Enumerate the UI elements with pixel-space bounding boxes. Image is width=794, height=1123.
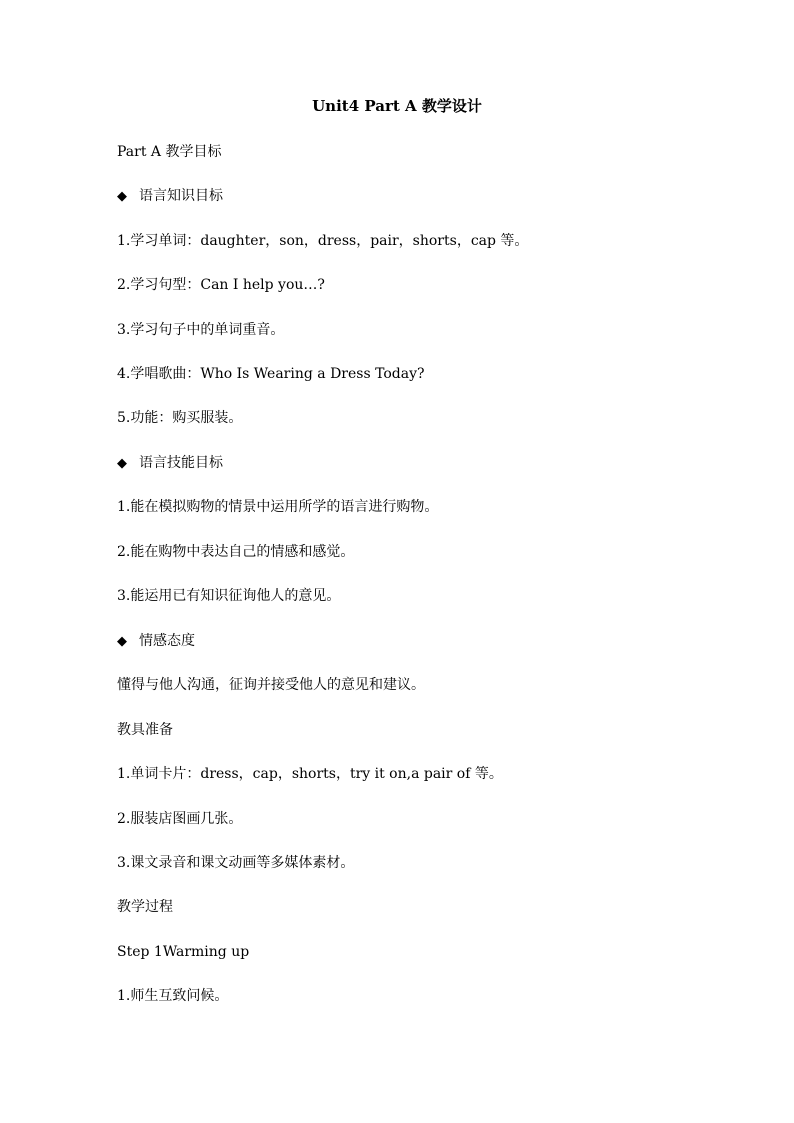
paragraph: 1.能在模拟购物的情景中运用所学的语言进行购物。	[117, 499, 439, 515]
bullet-heading-label: 语言知识目标	[139, 188, 223, 204]
paragraph: 1.单词卡片：dress，cap，shorts，try it on,a pair of 等。	[117, 766, 503, 782]
bullet-heading-skills	[117, 453, 223, 474]
paragraph: 3.学习句子中的单词重音。	[117, 322, 285, 338]
diamond-bullet-icon: ◆	[117, 456, 127, 471]
bullet-heading-knowledge	[117, 186, 223, 207]
diamond-bullet-icon: ◆	[117, 189, 127, 204]
paragraph: 2.学习句型：Can I help you…?	[117, 277, 325, 293]
diamond-bullet-icon: ◆	[117, 634, 127, 649]
section-heading-materials: 教具准备	[117, 722, 173, 738]
section-heading-process: 教学过程	[117, 899, 173, 915]
document-title: Unit4 Part A 教学设计	[312, 97, 482, 115]
section-heading-objectives: Part A 教学目标	[117, 144, 222, 160]
bullet-heading-label: 情感态度	[139, 633, 195, 649]
paragraph: 5.功能：购买服装。	[117, 410, 243, 426]
paragraph: 4.学唱歌曲：Who Is Wearing a Dress Today?	[117, 366, 425, 382]
paragraph: 1.师生互致问候。	[117, 988, 229, 1004]
paragraph: 2.服装店图画几张。	[117, 811, 243, 827]
paragraph: 3.能运用已有知识征询他人的意见。	[117, 588, 341, 604]
bullet-heading-attitude	[117, 631, 195, 652]
paragraph: 3.课文录音和课文动画等多媒体素材。	[117, 855, 355, 871]
step-heading: Step 1Warming up	[117, 944, 250, 960]
paragraph: 懂得与他人沟通，征询并接受他人的意见和建议。	[117, 677, 425, 693]
paragraph: 1.学习单词：daughter，son，dress，pair，shorts，cap 等。	[117, 233, 529, 249]
paragraph: 2.能在购物中表达自己的情感和感觉。	[117, 544, 355, 560]
bullet-heading-label: 语言技能目标	[139, 455, 223, 471]
